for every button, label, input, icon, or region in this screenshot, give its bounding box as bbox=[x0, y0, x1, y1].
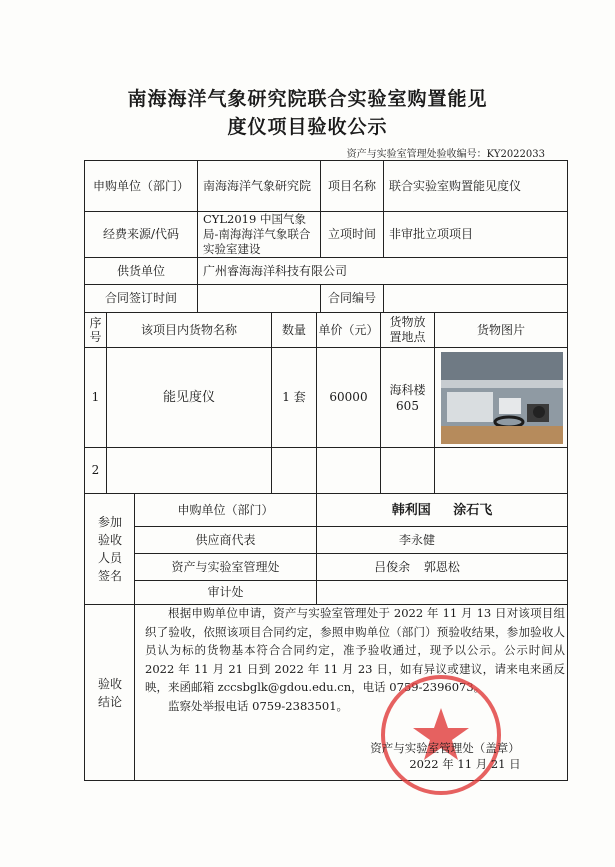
col-header-price: 单价（元） bbox=[318, 322, 379, 337]
supplier-value: 广州睿海海洋科技有限公司 bbox=[203, 263, 348, 278]
contract-no-value bbox=[389, 285, 564, 312]
official-seal-icon bbox=[378, 672, 504, 798]
row2-place bbox=[385, 448, 430, 493]
row1-name: 能见度仪 bbox=[162, 390, 215, 405]
conclusion-label: 验收结论 bbox=[97, 676, 122, 709]
sign-date: 2022 年 11 月 21 日 bbox=[409, 756, 521, 771]
row1-price: 60000 bbox=[329, 390, 368, 404]
col-header-no: 序号 bbox=[89, 316, 102, 344]
sign-role-dept: 申购单位（部门） bbox=[177, 502, 274, 517]
goods-photo bbox=[441, 352, 563, 444]
dept-value: 南海海洋气象研究院 bbox=[203, 178, 312, 193]
row1-qty: 1 套 bbox=[282, 390, 306, 404]
contract-no-label: 合同编号 bbox=[327, 291, 376, 305]
sign-audit bbox=[317, 581, 567, 604]
approval-label: 立项时间 bbox=[327, 227, 376, 241]
project-name-label: 项目名称 bbox=[327, 178, 376, 193]
row1-place: 海科楼605 bbox=[389, 382, 426, 413]
approval-value: 非审批立项项目 bbox=[389, 227, 474, 241]
hotline-paragraph: 监察处举报电话 0759-2383501。 bbox=[168, 698, 349, 713]
signer: 资产与实验室管理处（盖章） bbox=[370, 740, 520, 755]
row2-no: 2 bbox=[91, 463, 100, 477]
project-name-value: 联合实验室购置能见度仪 bbox=[389, 178, 522, 193]
fund-value: CYL2019 中国气象局-南海海洋气象联合实验室建设 bbox=[203, 212, 311, 256]
fund-label: 经费来源/代码 bbox=[102, 227, 180, 241]
supplier-label: 供货单位 bbox=[116, 263, 165, 278]
col-header-name: 该项目内货物名称 bbox=[140, 322, 237, 337]
acceptance-number: 资产与实验室管理处验收编号：KY2022033 bbox=[346, 149, 545, 160]
title-line-1: 南海海洋气象研究院联合实验室购置能见 bbox=[127, 88, 488, 110]
contract-date-value bbox=[203, 285, 315, 312]
title-line-2: 度仪项目验收公示 bbox=[227, 116, 388, 138]
sign-dept: 韩利国 涂石飞 bbox=[391, 502, 493, 518]
row1-no: 1 bbox=[91, 390, 100, 404]
col-header-photo: 货物图片 bbox=[476, 322, 525, 337]
signature-section-label: 参加验收人员签名 bbox=[97, 515, 122, 583]
row2-qty bbox=[272, 448, 316, 493]
sign-role-supplier: 供应商代表 bbox=[195, 532, 256, 547]
contract-date-label: 合同签订时间 bbox=[104, 291, 177, 305]
dept-label: 申购单位（部门） bbox=[92, 178, 189, 193]
col-header-qty: 数量 bbox=[281, 322, 306, 337]
conclusion-paragraph: 根据申购单位申请，资产与实验室管理处于 2022 年 11 月 13 日对该项目组织了验收，依照该项目合同约定，参照申购单位（部门）预验收结果，参加验收人员认为标的货物基本符合合同约定，准予验收通过，现予以公示。公示时间从 2022 年 11 月 21 日到 2022 年 11 月 23 日，如有异议或建议，请来电来函反映，来函邮箱 zccsbglk@gdou.edu.cn，电话 0759-2396073。 bbox=[145, 606, 565, 694]
sign-asset: 吕俊余 郭恩松 bbox=[374, 559, 460, 574]
col-header-place: 货物放置地点 bbox=[389, 315, 426, 344]
sign-role-audit: 审计处 bbox=[207, 585, 244, 599]
sign-role-asset: 资产与实验室管理处 bbox=[171, 559, 280, 574]
row2-name bbox=[107, 448, 271, 493]
sign-supplier: 李永健 bbox=[398, 532, 435, 547]
row2-price bbox=[317, 448, 380, 493]
